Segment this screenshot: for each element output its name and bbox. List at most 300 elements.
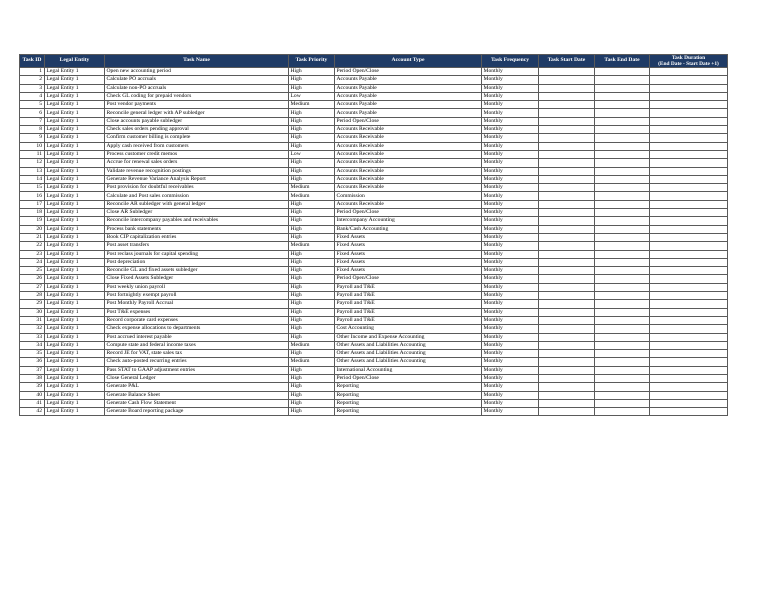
cell-task-name[interactable]: Calculate and Post sales commission [105, 192, 289, 200]
cell-task-end-date[interactable] [595, 68, 650, 76]
cell-task-id[interactable]: 11 [20, 150, 45, 158]
cell-task-duration[interactable] [650, 150, 728, 158]
cell-account-type[interactable]: Bank/Cash Accounting [335, 225, 482, 233]
cell-task-end-date[interactable] [595, 167, 650, 175]
cell-account-type[interactable]: Payroll and T&E [335, 292, 482, 300]
cell-task-name[interactable]: Validate revenue recognition postings [105, 167, 289, 175]
cell-task-priority[interactable]: High [289, 209, 335, 217]
header-task-frequency[interactable]: Task Frequency [482, 55, 539, 68]
cell-legal-entity[interactable]: Legal Entity 1 [45, 101, 105, 109]
cell-task-frequency[interactable]: Monthly [482, 250, 539, 258]
cell-task-id[interactable]: 2 [20, 76, 45, 84]
cell-task-name[interactable]: Reconcile AR subledger with general ledger [105, 200, 289, 208]
cell-task-start-date[interactable] [539, 142, 595, 150]
cell-task-priority[interactable]: High [289, 134, 335, 142]
cell-task-duration[interactable] [650, 117, 728, 125]
cell-task-id[interactable]: 20 [20, 225, 45, 233]
cell-task-name[interactable]: Book CIP capitalization entries [105, 233, 289, 241]
cell-task-start-date[interactable] [539, 167, 595, 175]
cell-task-id[interactable]: 3 [20, 84, 45, 92]
cell-account-type[interactable]: Other Assets and Liabilities Accounting [335, 358, 482, 366]
cell-task-id[interactable]: 24 [20, 258, 45, 266]
cell-task-frequency[interactable]: Monthly [482, 184, 539, 192]
cell-task-id[interactable]: 17 [20, 200, 45, 208]
cell-legal-entity[interactable]: Legal Entity 1 [45, 117, 105, 125]
cell-task-id[interactable]: 10 [20, 142, 45, 150]
cell-task-name[interactable]: Reconcile intercompany payables and receivables [105, 217, 289, 225]
cell-task-end-date[interactable] [595, 200, 650, 208]
cell-task-priority[interactable]: High [289, 258, 335, 266]
cell-task-frequency[interactable]: Monthly [482, 350, 539, 358]
cell-task-frequency[interactable]: Monthly [482, 308, 539, 316]
cell-task-frequency[interactable]: Monthly [482, 300, 539, 308]
cell-task-id[interactable]: 42 [20, 408, 45, 416]
cell-task-id[interactable]: 36 [20, 358, 45, 366]
cell-task-end-date[interactable] [595, 225, 650, 233]
cell-task-frequency[interactable]: Monthly [482, 126, 539, 134]
cell-account-type[interactable]: Fixed Assets [335, 242, 482, 250]
cell-account-type[interactable]: Other Income and Expense Accounting [335, 333, 482, 341]
cell-account-type[interactable]: Reporting [335, 383, 482, 391]
cell-task-frequency[interactable]: Monthly [482, 408, 539, 416]
cell-legal-entity[interactable]: Legal Entity 1 [45, 325, 105, 333]
cell-task-end-date[interactable] [595, 399, 650, 407]
cell-task-priority[interactable]: High [289, 233, 335, 241]
cell-task-priority[interactable]: High [289, 175, 335, 183]
cell-task-duration[interactable] [650, 316, 728, 324]
cell-task-start-date[interactable] [539, 92, 595, 100]
cell-task-duration[interactable] [650, 192, 728, 200]
cell-task-start-date[interactable] [539, 217, 595, 225]
cell-task-end-date[interactable] [595, 408, 650, 416]
cell-account-type[interactable]: Fixed Assets [335, 258, 482, 266]
cell-task-duration[interactable] [650, 258, 728, 266]
cell-task-name[interactable]: Confirm customer billing is complete [105, 134, 289, 142]
cell-account-type[interactable]: Accounts Payable [335, 76, 482, 84]
cell-task-frequency[interactable]: Monthly [482, 217, 539, 225]
cell-task-name[interactable]: Record corporate card expenses [105, 316, 289, 324]
cell-task-start-date[interactable] [539, 258, 595, 266]
cell-task-id[interactable]: 14 [20, 175, 45, 183]
cell-task-end-date[interactable] [595, 358, 650, 366]
cell-task-name[interactable]: Check sales orders pending approval [105, 126, 289, 134]
cell-task-priority[interactable]: High [289, 275, 335, 283]
cell-task-priority[interactable]: High [289, 68, 335, 76]
cell-task-start-date[interactable] [539, 76, 595, 84]
cell-task-start-date[interactable] [539, 341, 595, 349]
cell-account-type[interactable]: Payroll and T&E [335, 308, 482, 316]
cell-legal-entity[interactable]: Legal Entity 1 [45, 358, 105, 366]
cell-task-frequency[interactable]: Monthly [482, 175, 539, 183]
cell-task-end-date[interactable] [595, 192, 650, 200]
cell-task-duration[interactable] [650, 325, 728, 333]
cell-task-duration[interactable] [650, 84, 728, 92]
cell-task-name[interactable]: Generate Board reporting package [105, 408, 289, 416]
cell-legal-entity[interactable]: Legal Entity 1 [45, 184, 105, 192]
cell-task-frequency[interactable]: Monthly [482, 92, 539, 100]
cell-account-type[interactable]: Accounts Receivable [335, 159, 482, 167]
cell-task-duration[interactable] [650, 175, 728, 183]
cell-task-duration[interactable] [650, 374, 728, 382]
cell-task-name[interactable]: Close AR Subledger [105, 209, 289, 217]
cell-task-priority[interactable]: Medium [289, 341, 335, 349]
cell-task-id[interactable]: 28 [20, 292, 45, 300]
cell-task-start-date[interactable] [539, 325, 595, 333]
cell-task-start-date[interactable] [539, 192, 595, 200]
cell-task-priority[interactable]: High [289, 292, 335, 300]
cell-task-end-date[interactable] [595, 258, 650, 266]
cell-account-type[interactable]: Payroll and T&E [335, 300, 482, 308]
cell-task-priority[interactable]: High [289, 325, 335, 333]
cell-task-start-date[interactable] [539, 383, 595, 391]
cell-account-type[interactable]: Cost Accounting [335, 325, 482, 333]
cell-account-type[interactable]: Reporting [335, 391, 482, 399]
cell-task-frequency[interactable]: Monthly [482, 366, 539, 374]
cell-task-start-date[interactable] [539, 109, 595, 117]
cell-task-priority[interactable]: Low [289, 150, 335, 158]
cell-task-priority[interactable]: High [289, 267, 335, 275]
cell-task-duration[interactable] [650, 308, 728, 316]
cell-task-frequency[interactable]: Monthly [482, 341, 539, 349]
cell-task-name[interactable]: Pass STAT to GAAP adjustment entries [105, 366, 289, 374]
cell-task-start-date[interactable] [539, 159, 595, 167]
cell-task-name[interactable]: Record JE for VAT, state sales tax [105, 350, 289, 358]
cell-task-end-date[interactable] [595, 292, 650, 300]
cell-task-end-date[interactable] [595, 76, 650, 84]
cell-task-end-date[interactable] [595, 92, 650, 100]
cell-task-duration[interactable] [650, 333, 728, 341]
cell-account-type[interactable]: Accounts Payable [335, 92, 482, 100]
cell-task-end-date[interactable] [595, 275, 650, 283]
cell-task-end-date[interactable] [595, 142, 650, 150]
cell-task-name[interactable]: Close General Ledger [105, 374, 289, 382]
cell-task-id[interactable]: 37 [20, 366, 45, 374]
cell-task-name[interactable]: Accrue for renewal sales orders [105, 159, 289, 167]
cell-task-name[interactable]: Generate Cash Flow Statement [105, 399, 289, 407]
cell-task-start-date[interactable] [539, 184, 595, 192]
cell-task-priority[interactable]: High [289, 217, 335, 225]
cell-task-priority[interactable]: High [289, 159, 335, 167]
cell-task-id[interactable]: 12 [20, 159, 45, 167]
cell-task-name[interactable]: Post provision for doubtful receivables [105, 184, 289, 192]
cell-task-frequency[interactable]: Monthly [482, 142, 539, 150]
cell-task-id[interactable]: 41 [20, 399, 45, 407]
cell-task-priority[interactable]: High [289, 383, 335, 391]
cell-task-priority[interactable]: Medium [289, 242, 335, 250]
cell-task-duration[interactable] [650, 399, 728, 407]
cell-legal-entity[interactable]: Legal Entity 1 [45, 68, 105, 76]
cell-task-name[interactable]: Post T&E expenses [105, 308, 289, 316]
cell-task-frequency[interactable]: Monthly [482, 258, 539, 266]
cell-task-frequency[interactable]: Monthly [482, 358, 539, 366]
cell-task-start-date[interactable] [539, 175, 595, 183]
cell-task-end-date[interactable] [595, 150, 650, 158]
cell-task-duration[interactable] [650, 383, 728, 391]
cell-task-end-date[interactable] [595, 316, 650, 324]
cell-task-start-date[interactable] [539, 209, 595, 217]
cell-account-type[interactable]: Accounts Receivable [335, 142, 482, 150]
cell-account-type[interactable]: Accounts Receivable [335, 184, 482, 192]
cell-legal-entity[interactable]: Legal Entity 1 [45, 200, 105, 208]
cell-task-duration[interactable] [650, 159, 728, 167]
cell-account-type[interactable]: Period Open/Close [335, 68, 482, 76]
cell-task-duration[interactable] [650, 267, 728, 275]
cell-task-id[interactable]: 32 [20, 325, 45, 333]
cell-task-end-date[interactable] [595, 374, 650, 382]
cell-account-type[interactable]: Accounts Receivable [335, 134, 482, 142]
cell-legal-entity[interactable]: Legal Entity 1 [45, 341, 105, 349]
cell-task-id[interactable]: 4 [20, 92, 45, 100]
cell-task-start-date[interactable] [539, 250, 595, 258]
cell-task-name[interactable]: Generate P&L [105, 383, 289, 391]
cell-task-start-date[interactable] [539, 391, 595, 399]
cell-task-priority[interactable]: High [289, 408, 335, 416]
cell-legal-entity[interactable]: Legal Entity 1 [45, 250, 105, 258]
cell-task-frequency[interactable]: Monthly [482, 333, 539, 341]
cell-task-end-date[interactable] [595, 175, 650, 183]
cell-task-frequency[interactable]: Monthly [482, 391, 539, 399]
cell-task-duration[interactable] [650, 275, 728, 283]
cell-task-frequency[interactable]: Monthly [482, 383, 539, 391]
cell-task-start-date[interactable] [539, 68, 595, 76]
cell-task-start-date[interactable] [539, 84, 595, 92]
cell-task-end-date[interactable] [595, 333, 650, 341]
cell-task-end-date[interactable] [595, 109, 650, 117]
cell-task-priority[interactable]: High [289, 399, 335, 407]
cell-task-id[interactable]: 6 [20, 109, 45, 117]
cell-legal-entity[interactable]: Legal Entity 1 [45, 134, 105, 142]
cell-task-end-date[interactable] [595, 308, 650, 316]
cell-task-id[interactable]: 8 [20, 126, 45, 134]
cell-task-start-date[interactable] [539, 358, 595, 366]
cell-legal-entity[interactable]: Legal Entity 1 [45, 233, 105, 241]
cell-task-priority[interactable]: High [289, 308, 335, 316]
cell-task-name[interactable]: Check auto-posted recurring entries [105, 358, 289, 366]
cell-task-name[interactable]: Process customer credit memos [105, 150, 289, 158]
cell-legal-entity[interactable]: Legal Entity 1 [45, 366, 105, 374]
cell-task-end-date[interactable] [595, 233, 650, 241]
cell-task-frequency[interactable]: Monthly [482, 192, 539, 200]
cell-task-name[interactable]: Check expense allocations to departments [105, 325, 289, 333]
cell-task-id[interactable]: 26 [20, 275, 45, 283]
cell-task-priority[interactable]: High [289, 374, 335, 382]
cell-legal-entity[interactable]: Legal Entity 1 [45, 142, 105, 150]
cell-task-duration[interactable] [650, 209, 728, 217]
cell-task-id[interactable]: 33 [20, 333, 45, 341]
cell-task-name[interactable]: Post asset transfers [105, 242, 289, 250]
cell-task-start-date[interactable] [539, 126, 595, 134]
cell-task-priority[interactable]: Medium [289, 192, 335, 200]
cell-task-priority[interactable]: Medium [289, 101, 335, 109]
cell-account-type[interactable]: Fixed Assets [335, 250, 482, 258]
cell-task-id[interactable]: 15 [20, 184, 45, 192]
header-task-priority[interactable]: Task Priority [289, 55, 335, 68]
cell-task-priority[interactable]: High [289, 283, 335, 291]
cell-account-type[interactable]: Period Open/Close [335, 117, 482, 125]
cell-task-start-date[interactable] [539, 374, 595, 382]
cell-task-end-date[interactable] [595, 350, 650, 358]
cell-task-start-date[interactable] [539, 333, 595, 341]
cell-task-duration[interactable] [650, 68, 728, 76]
cell-task-priority[interactable]: High [289, 200, 335, 208]
cell-task-start-date[interactable] [539, 200, 595, 208]
cell-task-duration[interactable] [650, 391, 728, 399]
cell-task-duration[interactable] [650, 225, 728, 233]
cell-task-name[interactable]: Apply cash received from customers [105, 142, 289, 150]
cell-task-duration[interactable] [650, 109, 728, 117]
cell-task-priority[interactable]: High [289, 391, 335, 399]
cell-account-type[interactable]: Other Assets and Liabilities Accounting [335, 341, 482, 349]
header-task-start-date[interactable]: Task Start Date [539, 55, 595, 68]
cell-task-name[interactable]: Close accounts payable subledger [105, 117, 289, 125]
cell-task-frequency[interactable]: Monthly [482, 267, 539, 275]
cell-legal-entity[interactable]: Legal Entity 1 [45, 150, 105, 158]
cell-task-frequency[interactable]: Monthly [482, 374, 539, 382]
cell-task-end-date[interactable] [595, 325, 650, 333]
cell-task-name[interactable]: Open new accounting period [105, 68, 289, 76]
cell-task-name[interactable]: Calculate PO accruals [105, 76, 289, 84]
cell-task-id[interactable]: 9 [20, 134, 45, 142]
cell-task-duration[interactable] [650, 250, 728, 258]
cell-task-start-date[interactable] [539, 399, 595, 407]
cell-task-id[interactable]: 22 [20, 242, 45, 250]
cell-task-duration[interactable] [650, 217, 728, 225]
cell-task-end-date[interactable] [595, 159, 650, 167]
cell-task-name[interactable]: Post fortnightly exempt payroll [105, 292, 289, 300]
cell-legal-entity[interactable]: Legal Entity 1 [45, 300, 105, 308]
cell-task-id[interactable]: 19 [20, 217, 45, 225]
cell-account-type[interactable]: Period Open/Close [335, 275, 482, 283]
cell-account-type[interactable]: Reporting [335, 408, 482, 416]
cell-task-priority[interactable]: High [289, 76, 335, 84]
cell-account-type[interactable]: Intercompany Accounting [335, 217, 482, 225]
cell-task-frequency[interactable]: Monthly [482, 275, 539, 283]
cell-task-duration[interactable] [650, 283, 728, 291]
cell-legal-entity[interactable]: Legal Entity 1 [45, 275, 105, 283]
cell-task-start-date[interactable] [539, 134, 595, 142]
cell-task-name[interactable]: Post accrued interest payable [105, 333, 289, 341]
cell-task-priority[interactable]: High [289, 167, 335, 175]
cell-task-frequency[interactable]: Monthly [482, 68, 539, 76]
cell-task-id[interactable]: 35 [20, 350, 45, 358]
cell-task-frequency[interactable]: Monthly [482, 101, 539, 109]
cell-task-end-date[interactable] [595, 117, 650, 125]
cell-account-type[interactable]: Accounts Receivable [335, 150, 482, 158]
cell-legal-entity[interactable]: Legal Entity 1 [45, 175, 105, 183]
cell-legal-entity[interactable]: Legal Entity 1 [45, 316, 105, 324]
cell-task-duration[interactable] [650, 126, 728, 134]
cell-task-start-date[interactable] [539, 408, 595, 416]
cell-task-name[interactable]: Check GL coding for prepaid vendors [105, 92, 289, 100]
cell-legal-entity[interactable]: Legal Entity 1 [45, 217, 105, 225]
cell-task-end-date[interactable] [595, 134, 650, 142]
cell-account-type[interactable]: Period Open/Close [335, 374, 482, 382]
cell-account-type[interactable]: Fixed Assets [335, 233, 482, 241]
cell-task-duration[interactable] [650, 76, 728, 84]
cell-task-priority[interactable]: Low [289, 92, 335, 100]
cell-task-frequency[interactable]: Monthly [482, 209, 539, 217]
cell-account-type[interactable]: Commission [335, 192, 482, 200]
cell-task-frequency[interactable]: Monthly [482, 109, 539, 117]
cell-task-start-date[interactable] [539, 225, 595, 233]
cell-task-start-date[interactable] [539, 150, 595, 158]
cell-legal-entity[interactable]: Legal Entity 1 [45, 333, 105, 341]
cell-task-priority[interactable]: Medium [289, 358, 335, 366]
cell-task-end-date[interactable] [595, 242, 650, 250]
cell-account-type[interactable]: Accounts Receivable [335, 167, 482, 175]
cell-task-start-date[interactable] [539, 316, 595, 324]
header-task-end-date[interactable]: Task End Date [595, 55, 650, 68]
cell-task-start-date[interactable] [539, 308, 595, 316]
cell-task-id[interactable]: 23 [20, 250, 45, 258]
cell-task-frequency[interactable]: Monthly [482, 150, 539, 158]
cell-task-priority[interactable]: Medium [289, 184, 335, 192]
cell-task-duration[interactable] [650, 300, 728, 308]
cell-task-duration[interactable] [650, 341, 728, 349]
cell-task-start-date[interactable] [539, 101, 595, 109]
cell-legal-entity[interactable]: Legal Entity 1 [45, 350, 105, 358]
cell-legal-entity[interactable]: Legal Entity 1 [45, 225, 105, 233]
cell-task-name[interactable]: Reconcile general ledger with AP subledger [105, 109, 289, 117]
cell-legal-entity[interactable]: Legal Entity 1 [45, 92, 105, 100]
cell-legal-entity[interactable]: Legal Entity 1 [45, 84, 105, 92]
cell-task-end-date[interactable] [595, 391, 650, 399]
cell-task-id[interactable]: 39 [20, 383, 45, 391]
cell-legal-entity[interactable]: Legal Entity 1 [45, 159, 105, 167]
cell-task-start-date[interactable] [539, 117, 595, 125]
cell-task-priority[interactable]: High [289, 225, 335, 233]
cell-legal-entity[interactable]: Legal Entity 1 [45, 408, 105, 416]
cell-task-start-date[interactable] [539, 267, 595, 275]
cell-task-id[interactable]: 16 [20, 192, 45, 200]
cell-account-type[interactable]: Payroll and T&E [335, 316, 482, 324]
cell-task-priority[interactable]: High [289, 126, 335, 134]
cell-task-duration[interactable] [650, 200, 728, 208]
cell-task-frequency[interactable]: Monthly [482, 200, 539, 208]
cell-account-type[interactable]: Other Assets and Liabilities Accounting [335, 350, 482, 358]
cell-task-frequency[interactable]: Monthly [482, 159, 539, 167]
cell-legal-entity[interactable]: Legal Entity 1 [45, 399, 105, 407]
cell-task-duration[interactable] [650, 101, 728, 109]
cell-task-id[interactable]: 21 [20, 233, 45, 241]
cell-task-duration[interactable] [650, 233, 728, 241]
cell-legal-entity[interactable]: Legal Entity 1 [45, 308, 105, 316]
cell-task-name[interactable]: Close Fixed Assets Subledger [105, 275, 289, 283]
cell-account-type[interactable]: Accounts Payable [335, 109, 482, 117]
cell-task-id[interactable]: 1 [20, 68, 45, 76]
cell-legal-entity[interactable]: Legal Entity 1 [45, 258, 105, 266]
cell-legal-entity[interactable]: Legal Entity 1 [45, 109, 105, 117]
cell-account-type[interactable]: Reporting [335, 399, 482, 407]
cell-task-name[interactable]: Generate Revenue Variance Analysis Report [105, 175, 289, 183]
cell-task-frequency[interactable]: Monthly [482, 242, 539, 250]
cell-account-type[interactable]: Accounts Payable [335, 101, 482, 109]
cell-account-type[interactable]: Payroll and T&E [335, 283, 482, 291]
cell-task-id[interactable]: 40 [20, 391, 45, 399]
cell-task-duration[interactable] [650, 242, 728, 250]
cell-legal-entity[interactable]: Legal Entity 1 [45, 209, 105, 217]
cell-task-id[interactable]: 34 [20, 341, 45, 349]
cell-task-priority[interactable]: High [289, 366, 335, 374]
cell-task-name[interactable]: Post vendor payments [105, 101, 289, 109]
cell-task-priority[interactable]: High [289, 250, 335, 258]
header-task-name[interactable]: Task Name [105, 55, 289, 68]
cell-task-start-date[interactable] [539, 283, 595, 291]
cell-task-duration[interactable] [650, 184, 728, 192]
cell-legal-entity[interactable]: Legal Entity 1 [45, 242, 105, 250]
cell-task-frequency[interactable]: Monthly [482, 134, 539, 142]
cell-task-end-date[interactable] [595, 217, 650, 225]
